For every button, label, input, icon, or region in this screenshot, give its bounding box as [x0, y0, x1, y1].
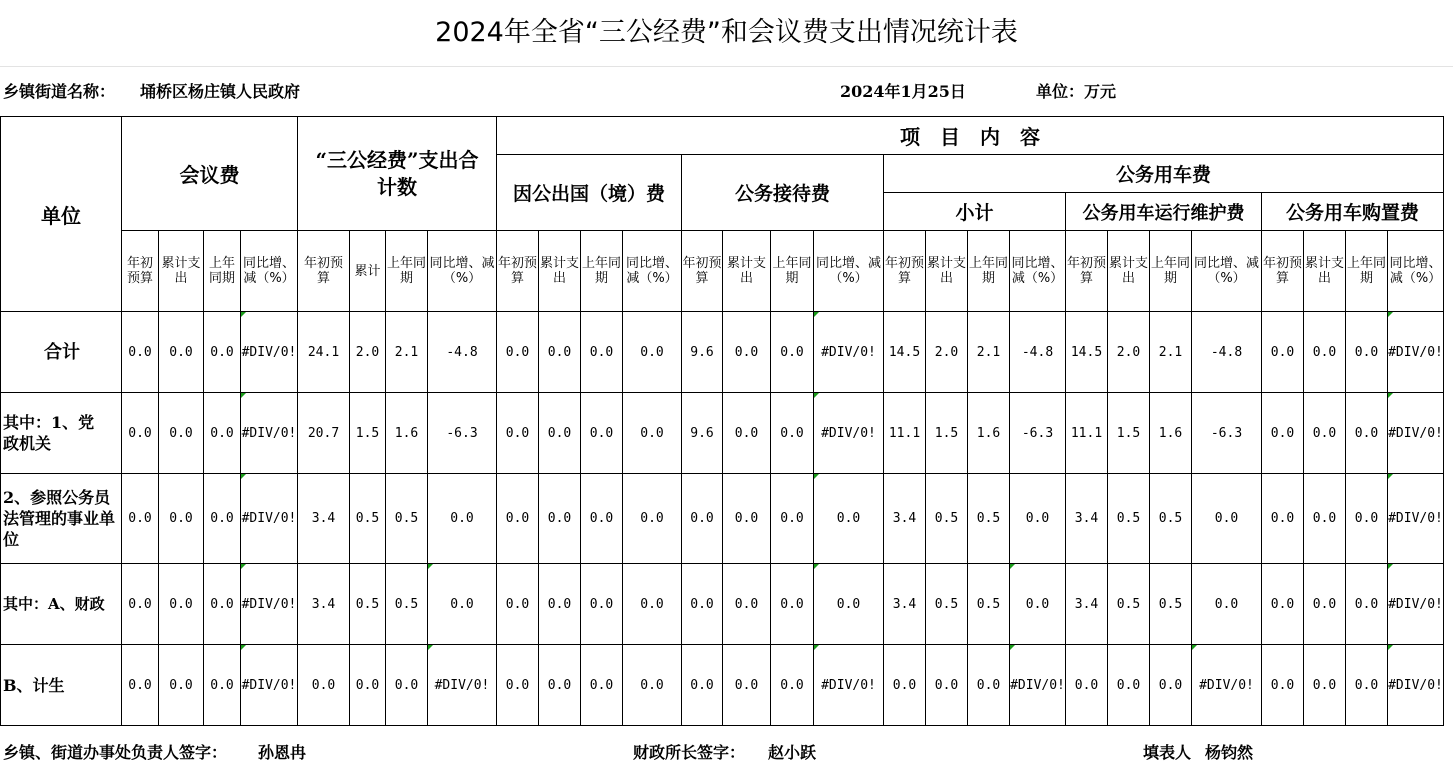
table-cell: 1.6	[1150, 393, 1192, 474]
table-cell: 3.4	[1066, 564, 1108, 645]
table-cell: -6.3	[1010, 393, 1066, 474]
column-subheader: 上年同期	[771, 231, 814, 312]
table-cell: 1.6	[386, 393, 428, 474]
column-subheader: 累计支出	[159, 231, 204, 312]
table-cell: 2.0	[350, 312, 386, 393]
row-label-text: 2、参照公务员法管理的事业单位	[3, 488, 116, 549]
table-cell: 0.0	[771, 645, 814, 726]
table-cell: 0.0	[581, 645, 623, 726]
table-cell: 0.0	[122, 393, 159, 474]
table-cell: 0.0	[581, 393, 623, 474]
table-cell: 0.0	[723, 645, 771, 726]
table-cell: 0.5	[968, 564, 1010, 645]
table-cell: #DIV/0!	[1388, 564, 1444, 645]
table-cell: #DIV/0!	[814, 312, 884, 393]
table-row	[1, 474, 1444, 564]
table-cell: 0.0	[497, 474, 539, 564]
table-cell: #DIV/0!	[814, 645, 884, 726]
table-cell: 0.0	[771, 393, 814, 474]
table-cell: 0.0	[581, 312, 623, 393]
table-cell: #DIV/0!	[241, 312, 298, 393]
table-cell: 0.5	[386, 564, 428, 645]
table-cell: 0.0	[1346, 393, 1388, 474]
township-name: 埇桥区杨庄镇人民政府	[140, 82, 301, 101]
table-cell: 0.0	[428, 474, 497, 564]
table-cell: 0.0	[1192, 474, 1262, 564]
table-cell: 0.0	[1346, 564, 1388, 645]
table-row	[1, 564, 1444, 645]
column-subheader: 累计支出	[723, 231, 771, 312]
table-cell: 0.0	[814, 474, 884, 564]
table-cell: 0.0	[497, 645, 539, 726]
column-subheader: 累计支出	[1108, 231, 1150, 312]
table-cell: 0.0	[1346, 474, 1388, 564]
abroad-fee-header: 因公出国（境）费	[497, 155, 682, 231]
table-cell: 0.0	[1262, 645, 1304, 726]
filler-name: 杨钧然	[1205, 743, 1254, 762]
column-subheader: 累计	[350, 231, 386, 312]
table-cell: 0.0	[1066, 645, 1108, 726]
table-cell: 0.0	[723, 393, 771, 474]
table-cell: 0.0	[204, 474, 241, 564]
column-subheader: 同比增、减（%）	[1192, 231, 1262, 312]
table-cell: 0.0	[1010, 564, 1066, 645]
column-subheader: 同比增、减（%）	[623, 231, 682, 312]
table-cell: 3.4	[298, 564, 350, 645]
table-cell: 0.0	[159, 645, 204, 726]
table-cell: #DIV/0!	[1192, 645, 1262, 726]
table-cell: 0.5	[1108, 474, 1150, 564]
table-cell: 0.0	[723, 312, 771, 393]
column-subheader: 年初预算	[884, 231, 926, 312]
table-cell: #DIV/0!	[814, 393, 884, 474]
table-cell: 0.0	[581, 564, 623, 645]
table-cell: #DIV/0!	[241, 645, 298, 726]
finance-signature-name: 赵小跃	[768, 743, 817, 762]
table-cell: 9.6	[682, 312, 723, 393]
row-label: B、计生	[1, 645, 122, 726]
table-cell: 2.1	[386, 312, 428, 393]
table-cell: 0.0	[1304, 312, 1346, 393]
table-cell: 2.1	[1150, 312, 1192, 393]
column-subheader: 同比增、减（%）	[1010, 231, 1066, 312]
table-cell: 0.0	[814, 564, 884, 645]
table-cell: 0.5	[1150, 564, 1192, 645]
table-row	[1, 645, 1444, 726]
table-cell: 14.5	[1066, 312, 1108, 393]
table-cell: 0.0	[539, 393, 581, 474]
column-subheader: 年初预算	[298, 231, 350, 312]
column-subheader: 累计支出	[539, 231, 581, 312]
column-subheader: 上年同期	[204, 231, 241, 312]
column-subheader: 年初预算	[122, 231, 159, 312]
table-cell: 0.0	[204, 312, 241, 393]
column-subheader: 同比增、减（%）	[1388, 231, 1444, 312]
sangong-total-text: “三公经费”支出合计数	[315, 147, 479, 199]
table-cell: -4.8	[1192, 312, 1262, 393]
table-cell: 0.0	[539, 564, 581, 645]
table-cell: -4.8	[428, 312, 497, 393]
table-cell: 0.0	[497, 312, 539, 393]
table-cell: 0.0	[771, 474, 814, 564]
table-cell: 0.0	[1262, 312, 1304, 393]
table-cell: #DIV/0!	[1388, 312, 1444, 393]
table-cell: 20.7	[298, 393, 350, 474]
column-subheader: 上年同期	[581, 231, 623, 312]
table-cell: 0.5	[1150, 474, 1192, 564]
table-cell: 0.0	[539, 645, 581, 726]
table-cell: 9.6	[682, 393, 723, 474]
table-cell: 0.0	[1262, 564, 1304, 645]
table-cell: 24.1	[298, 312, 350, 393]
table-cell: 0.5	[968, 474, 1010, 564]
table-cell: 1.5	[350, 393, 386, 474]
column-subheader: 同比增、减（%）	[241, 231, 298, 312]
table-cell: 0.0	[623, 564, 682, 645]
table-cell: #DIV/0!	[241, 474, 298, 564]
column-subheader: 年初预算	[497, 231, 539, 312]
table-cell: 0.0	[682, 645, 723, 726]
table-cell: 0.0	[122, 645, 159, 726]
meeting-fee-header: 会议费	[122, 117, 298, 231]
statistics-table	[0, 116, 1444, 726]
unit-header: 单位	[1, 117, 122, 312]
table-cell: 0.5	[350, 564, 386, 645]
table-cell: 0.0	[623, 645, 682, 726]
table-cell: -6.3	[428, 393, 497, 474]
table-cell: 0.0	[204, 393, 241, 474]
row-label: 其中：A、财政	[1, 564, 122, 645]
table-cell: 0.0	[497, 564, 539, 645]
table-cell: 3.4	[884, 564, 926, 645]
table-cell: -6.3	[1192, 393, 1262, 474]
column-subheader: 上年同期	[386, 231, 428, 312]
table-cell: 0.0	[298, 645, 350, 726]
row-label-text: 其中：1、党政机关	[3, 413, 95, 453]
table-cell: 0.5	[350, 474, 386, 564]
table-cell: 0.0	[1304, 393, 1346, 474]
table-cell: 0.5	[1108, 564, 1150, 645]
table-cell: 14.5	[884, 312, 926, 393]
table-cell: #DIV/0!	[241, 393, 298, 474]
table-cell: 3.4	[884, 474, 926, 564]
table-cell: 0.0	[1346, 645, 1388, 726]
table-cell: 0.0	[1304, 474, 1346, 564]
column-subheader: 上年同期	[968, 231, 1010, 312]
table-cell: 0.0	[1304, 645, 1346, 726]
table-row	[1, 393, 1444, 474]
car-maintenance-header: 公务用车运行维护费	[1066, 193, 1262, 231]
table-row	[1, 312, 1444, 393]
table-cell: 0.0	[1150, 645, 1192, 726]
table-cell: 1.5	[1108, 393, 1150, 474]
table-cell: 0.0	[122, 474, 159, 564]
table-cell: 0.0	[122, 564, 159, 645]
table-cell: #DIV/0!	[428, 645, 497, 726]
table-cell: 0.0	[122, 312, 159, 393]
table-cell: 0.0	[968, 645, 1010, 726]
column-subheader: 同比增、减（%）	[428, 231, 497, 312]
table-cell: #DIV/0!	[1388, 645, 1444, 726]
table-cell: 0.0	[771, 312, 814, 393]
table-cell: 0.0	[497, 393, 539, 474]
table-cell: 0.5	[926, 564, 968, 645]
column-subheader: 累计支出	[1304, 231, 1346, 312]
table-cell: 0.5	[386, 474, 428, 564]
table-cell: #DIV/0!	[241, 564, 298, 645]
table-cell: 0.0	[926, 645, 968, 726]
table-cell: 0.0	[204, 645, 241, 726]
row-label	[1, 393, 122, 474]
table-cell: 0.0	[771, 564, 814, 645]
table-cell: 0.5	[926, 474, 968, 564]
table-cell: 0.0	[159, 393, 204, 474]
leader-signature-label: 乡镇、街道办事处负责人签字：	[3, 743, 228, 762]
table-cell: 0.0	[1304, 564, 1346, 645]
table-cell: 0.0	[884, 645, 926, 726]
table-cell: 3.4	[298, 474, 350, 564]
table-cell: 0.0	[1108, 645, 1150, 726]
table-cell: 11.1	[884, 393, 926, 474]
table-cell: 0.0	[159, 474, 204, 564]
filler-label: 填表人	[1143, 743, 1192, 762]
table-cell: 0.0	[1010, 474, 1066, 564]
reception-fee-header: 公务接待费	[682, 155, 884, 231]
column-subheader: 年初预算	[1066, 231, 1108, 312]
table-cell: 2.0	[1108, 312, 1150, 393]
table-cell: 1.6	[968, 393, 1010, 474]
table-cell: 0.0	[539, 312, 581, 393]
leader-signature-name: 孙恩冉	[258, 743, 307, 762]
table-cell: 0.0	[428, 564, 497, 645]
project-content-header: 项 目 内 容	[497, 117, 1444, 155]
column-subheader: 同比增、减（%）	[814, 231, 884, 312]
column-subheader: 上年同期	[1150, 231, 1192, 312]
table-cell: 0.0	[204, 564, 241, 645]
column-subheader: 年初预算	[1262, 231, 1304, 312]
table-cell: 0.0	[623, 474, 682, 564]
column-subheader: 上年同期	[1346, 231, 1388, 312]
car-subtotal-header: 小计	[884, 193, 1066, 231]
table-cell: 0.0	[539, 474, 581, 564]
table-cell: 2.0	[926, 312, 968, 393]
sangong-total-header	[298, 117, 497, 231]
unit-label: 单位：万元	[1036, 82, 1117, 101]
table-cell: -4.8	[1010, 312, 1066, 393]
table-cell: 0.0	[1262, 474, 1304, 564]
finance-signature-label: 财政所长签字：	[633, 743, 746, 762]
car-purchase-header: 公务用车购置费	[1262, 193, 1444, 231]
table-cell: #DIV/0!	[1388, 393, 1444, 474]
table-cell: 11.1	[1066, 393, 1108, 474]
table-cell: 0.0	[159, 564, 204, 645]
car-fee-header: 公务用车费	[884, 155, 1444, 193]
table-cell: #DIV/0!	[1010, 645, 1066, 726]
table-cell: 0.0	[1262, 393, 1304, 474]
table-cell: 0.0	[723, 564, 771, 645]
column-subheader: 累计支出	[926, 231, 968, 312]
table-cell: 0.0	[386, 645, 428, 726]
table-cell: 0.0	[1192, 564, 1262, 645]
table-cell: 3.4	[1066, 474, 1108, 564]
table-cell: 0.0	[682, 474, 723, 564]
table-cell: 0.0	[682, 564, 723, 645]
table-cell: 0.0	[623, 312, 682, 393]
table-cell: 0.0	[1346, 312, 1388, 393]
table-cell: 0.0	[159, 312, 204, 393]
table-cell: 0.0	[623, 393, 682, 474]
table-cell: 2.1	[968, 312, 1010, 393]
sheet-gridline	[0, 66, 1453, 67]
page-title: 2024年全省“三公经费”和会议费支出情况统计表	[435, 17, 1018, 48]
table-cell: 1.5	[926, 393, 968, 474]
table-cell: 0.0	[723, 474, 771, 564]
column-subheader: 年初预算	[682, 231, 723, 312]
township-label: 乡镇街道名称：	[3, 82, 116, 101]
row-label	[1, 474, 122, 564]
table-cell: 0.0	[350, 645, 386, 726]
table-cell: 0.0	[581, 474, 623, 564]
row-label: 合计	[1, 312, 122, 393]
table-cell: #DIV/0!	[1388, 474, 1444, 564]
report-date: 2024年1月25日	[840, 82, 966, 101]
